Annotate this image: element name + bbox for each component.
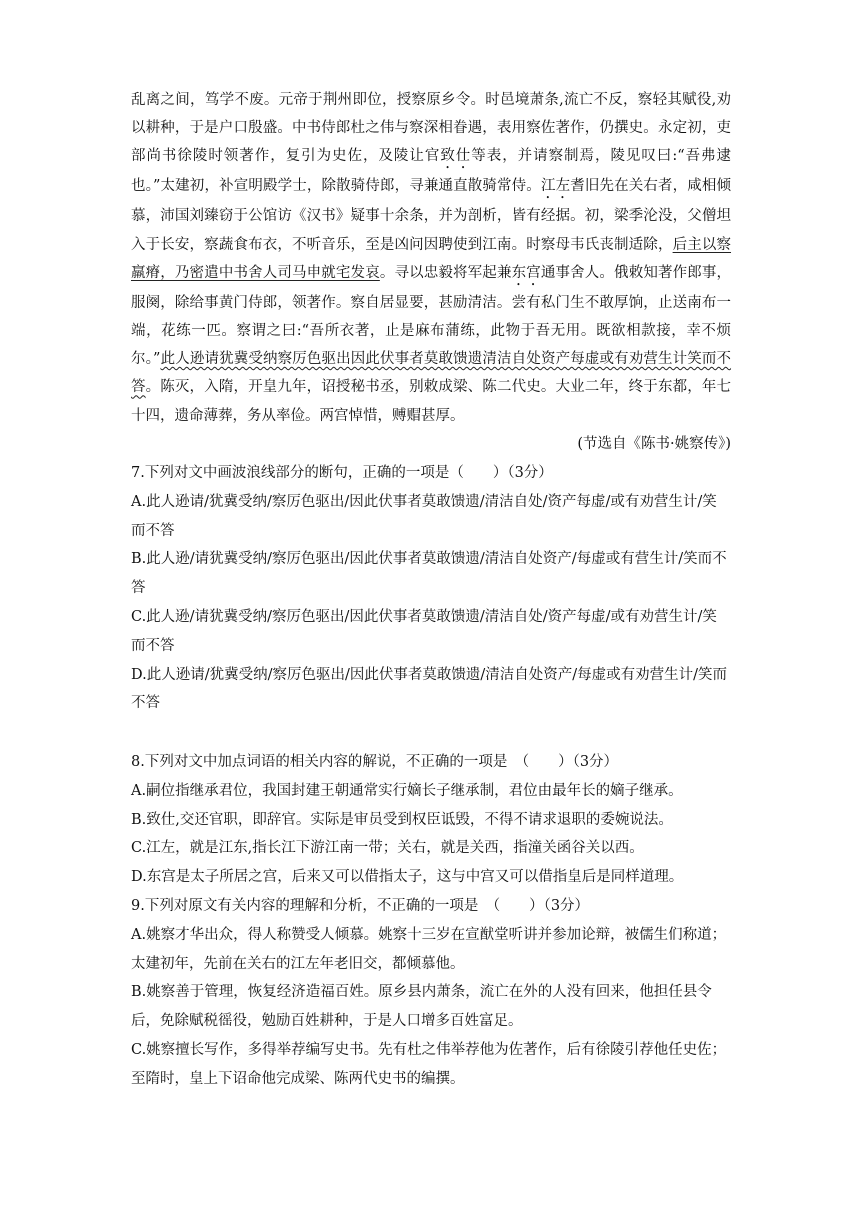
option-d: D.东宫是太子所居之宫，后来又可以借指太子，这与中宫又可以借指皇后是同样道理。 xyxy=(131,869,684,886)
option-a: A.此人逊请/犹冀受纳/察厉色驱出/因此伏事者莫敢馈遗/清洁自处/资产每虚/或有劝营生计/笑而不答 xyxy=(131,493,717,539)
option-b: B.此人逊/请犹冀受纳/察厉色驱出/因此伏事者莫敢馈遗/清洁自处资产/每虚或有营生计/笑而不答 xyxy=(131,551,727,597)
question-9 xyxy=(131,892,731,1094)
option-a: A.嗣位指继承君位，我国封建王朝通常实行嫡长子继承制，君位由最年长的嫡子继承。 xyxy=(131,782,683,799)
dotted-term-zhishi: 致仕 xyxy=(440,148,472,165)
question-stem: 7.下列对文中画波浪线部分的断句，正确的一项是（ ）（3分） xyxy=(131,465,553,481)
passage xyxy=(131,86,731,458)
dotted-term-donggong: 东宫 xyxy=(511,264,541,281)
passage-segment: 。陈灭，入隋，开皇九年，诏授秘书丞，别敕成梁、陈二代史。大业二年，终于东都，年七十四，遗命薄葬，务从率俭。两宫悼惜，赙赗甚厚。 xyxy=(131,379,731,424)
underlined-sentence: 后主以察羸瘠，乃密遣中书舍人司马申就宅发哀 xyxy=(131,236,732,281)
wavy-underlined-sentence: 此人逊请犹冀受纳察厉色驱出因此伏事者莫敢馈遗清洁自处资产每虚或有劝营生计笑而不答 xyxy=(131,351,732,396)
option-b: B.姚察善于管理，恢复经济造福百姓。原乡县内萧条，流亡在外的人没有回来，他担任县令后，免除赋税徭役，勉励百姓耕种，于是人口增多百姓富足。 xyxy=(131,984,712,1030)
option-c: C.此人逊/请犹冀受纳/察厉色驱出/因此伏事者莫敢馈遗/清洁自处/资产每虚/或有劝营生计/笑而不答 xyxy=(131,608,717,654)
option-b: B.致仕,交还官职，即辞官。实际是审员受到权臣诋毁，不得不请求退职的委婉说法。 xyxy=(131,811,673,828)
question-7 xyxy=(131,459,731,718)
passage-source: (节选自《陈书·姚察传》) xyxy=(577,435,731,452)
passage-segment: 耆旧先在关右者，咸相倾慕，沛国刘臻窃于公馆访《汉书》疑事十余条，并为剖析，皆有经据。初，梁季沦没，父僧坦入于长安，察蔬食布衣，不听音乐，至是凶问因聘使到江南。时察母韦氏丧制适除， xyxy=(131,178,732,253)
question-stem: 9.下列对原文有关内容的理解和分析，不正确的一项是 （ ）（3分） xyxy=(131,898,590,914)
dotted-term-jiangzuo: 江左 xyxy=(540,178,571,195)
passage-segment: 等表，并请察制焉，陵见叹曰:“吾弗逮也。”太建初，补宣明殿学士，除散骑侍郎，寻兼通直散骑常侍。 xyxy=(131,148,732,195)
passage-segment: 乱离之间，笃学不废。元帝于荆州即位，授察原乡令。时邑境萧条,流亡不反，察轻其赋役,劝以耕种，于是户口殷盛。中书侍郎杜之伟与察深相眷遇，表用察佐著作，仍撰史。永定初，吏部尚书徐陵时领著作，复引为史佐，及陵让官 xyxy=(131,92,731,165)
option-d: D.此人逊请/犹冀受纳/察厉色驱出/因此伏事者莫敢馈遗/清洁自处资产/每虚或有劝营生计/笑而不答 xyxy=(131,666,728,712)
option-c: C.姚察擅长写作，多得举荐编写史书。先有杜之伟举荐他为佐著作，后有徐陵引荐他任史佐；至隋时，皇上下诏命他完成梁、陈两代史书的编撰。 xyxy=(131,1041,727,1087)
question-stem: 8.下列对文中加点词语的相关内容的解说，不正确的一项是 （ ）（3分） xyxy=(131,754,619,770)
passage-text xyxy=(131,86,731,430)
option-c: C.江左，就是江东,指长江下游江南一带；关右，就是关西，指潼关函谷关以西。 xyxy=(131,840,644,857)
option-a: A.姚察才华出众，得人称赞受人倾慕。姚察十三岁在宣猷堂听讲并参加论辩，被儒生们称道；太建初年，先前在关右的江左年老旧交，都倾慕他。 xyxy=(131,926,727,972)
passage-segment: 。寻以忠毅将军起兼 xyxy=(379,264,512,281)
passage-segment: 通事舍人。俄敕知著作郎事，服阕，除给事黄门侍郎，领著作。察自居显要，甚励清洁。尝有私门生不敢厚饷，止送南布一端，花练一匹。察谓之曰:“吾所衣著，止是麻布蒲练，此物于吾无用。既欲相款接，幸不烦尔。” xyxy=(131,264,732,368)
question-8 xyxy=(131,748,731,892)
